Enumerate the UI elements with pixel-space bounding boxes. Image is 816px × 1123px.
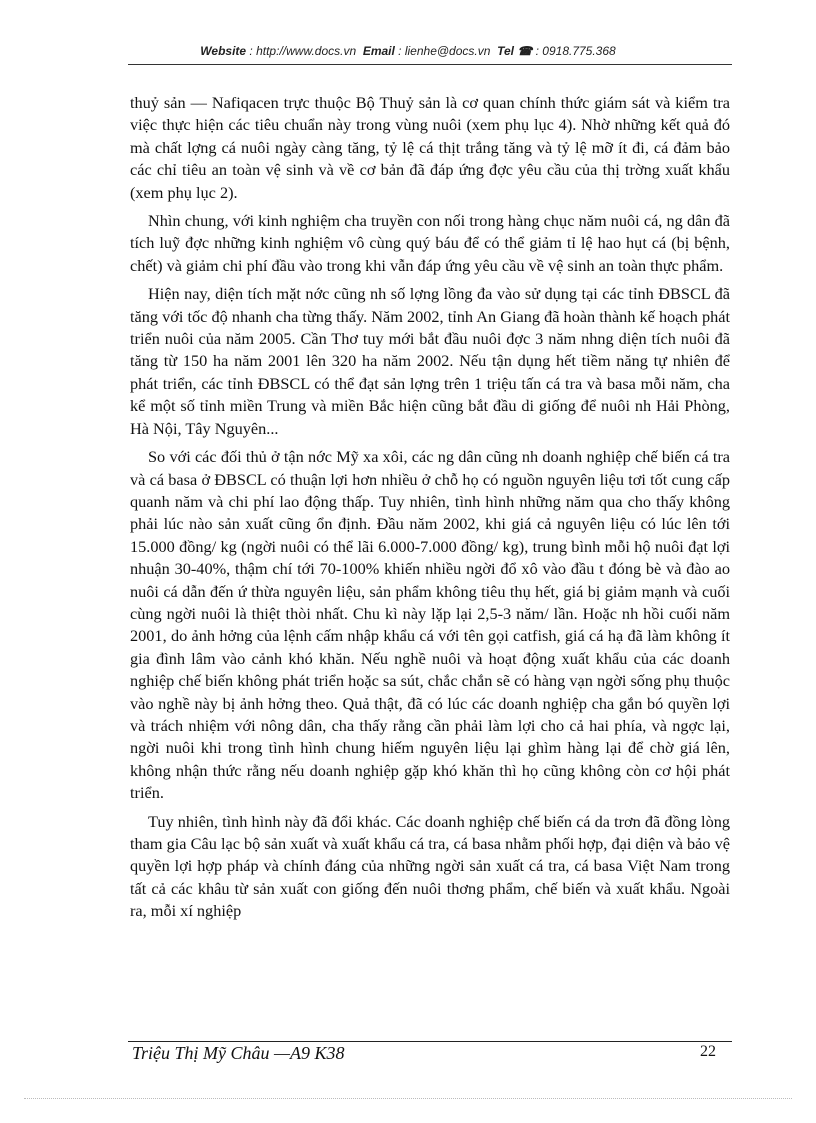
bottom-dotted-rule	[24, 1098, 792, 1099]
paragraph: Tuy nhiên, tình hình này đã đổi khác. Các doanh nghiệp chế biến cá da trơn đã đồng lòng tham gia Câu lạc bộ sản xuất và xuất khẩu cá tra, cá basa nhằm phối hợp, đại diện và bảo vệ quyền lợi hợp pháp và chính đáng của những ngời sản xuất cá tra, cá basa Việt Nam trong tất cả các khâu từ sản xuất con giống đến nuôi thơng phẩm, chế biến và xuất khẩu. Ngoài ra, mỗi xí nghiệp	[130, 811, 730, 921]
website-value: : http://www.docs.vn	[249, 44, 357, 58]
paragraph: Hiện nay, diện tích mặt nớc cũng nh số lợng lồng đa vào sử dụng tại các tỉnh ĐBSCL đã tăng với tốc độ nhanh cha từng thấy. Năm 2002, tỉnh An Giang đã hoàn thành kế hoạch phát triển nuôi của năm 2005. Cần Thơ tuy mới bắt đầu nuôi đợc 3 năm nhng diện tích nuôi đã tăng từ 150 ha năm 2001 lên 320 ha năm 2002. Nếu tận dụng hết tiềm năng tự nhiên để phát triển, các tỉnh ĐBSCL có thể đạt sản lợng trên 1 triệu tấn cá tra và basa mỗi năm, cha kể một số tỉnh miền Trung và miền Bắc hiện cũng bắt đầu di giống để nuôi nh Hải Phòng, Hà Nội, Tây Nguyên...	[130, 284, 730, 438]
paragraph: thuỷ sản — Nafiqacen trực thuộc Bộ Thuỷ sản là cơ quan chính thức giám sát và kiểm tra việc thực hiện các tiêu chuẩn này trong vùng nuôi (xem phụ lục 4). Nhờ những kết quả đó mà chất lợng cá nuôi ngày càng tăng, tỷ lệ cá thịt trắng tăng và tỷ lệ mỡ ít đi, cá đảm bảo các chỉ tiêu an toàn vệ sinh và về cơ bản đã đáp ứng đợc yêu cầu của thị trờng xuất khẩu (xem phụ lục 2).	[130, 93, 730, 202]
phone-icon: ☎	[517, 44, 533, 58]
tel-value: : 0918.775.368	[535, 44, 616, 58]
page-header	[0, 44, 816, 58]
footer-author: Triệu Thị Mỹ Châu —A9 K38	[132, 1043, 345, 1063]
tel-label: Tel	[497, 44, 514, 58]
email-value: : lienhe@docs.vn	[398, 44, 491, 58]
document-body	[130, 92, 730, 929]
header-rule	[128, 64, 732, 65]
page-number: 22	[700, 1043, 716, 1060]
paragraph: So với các đối thủ ở tận nớc Mỹ xa xôi, các ng dân cũng nh doanh nghiệp chế biến cá tra và cá basa ở ĐBSCL có thuận lợi hơn nhiều ở chỗ họ có nguồn nguyên liệu tơi tốt cung cấp quanh năm và chi phí lao động thấp. Tuy nhiên, tình hình những năm qua cho thấy không phải lúc nào sản xuất cũng ổn định. Đầu năm 2002, khi giá cả nguyên liệu có lúc lên tới 15.000 đồng/ kg (ngời nuôi có thể lãi 6.000-7.000 đồng/ kg), trung bình mỗi hộ nuôi đạt lợi nhuận 30-40%, thậm chí tới 70-100% khiến nhiều ngời đổ xô vào đầu t đóng bè và đào ao nuôi cá dẫn đến ứ thừa nguyên liệu, sản phẩm không tiêu thụ hết, giá bị giảm mạnh và cuối cùng ngời nuôi là thiệt thòi nhất. Chu kì này lặp lại 2,5-3 năm/ lần. Hoặc nh hồi cuối năm 2001, do ảnh hởng của lệnh cấm nhập khẩu cá với tên gọi catfish, giá cá hạ đã làm không ít gia đình lâm vào cảnh khó khăn. Nếu nghề nuôi và hoạt động xuất khẩu của các doanh nghiệp chế biến không phát triển hoặc sa sút, chắc chắn sẽ có hàng vạn ngời sống phụ thuộc vào nghề này bị ảnh hởng theo. Quả thật, đã có lúc các doanh nghiệp cha gắn bó quyền lợi và trách nhiệm với nông dân, cha thấy rằng cần phải làm lợi cho cả hai phía, và ngợc lại, ngời nuôi khi trong tình hình chung hiếm nguyên liệu lại ghìm hàng lại để chờ giá lên, không nhận thức rằng nếu doanh nghiệp gặp khó khăn thì họ cũng không còn cơ hội phát triển.	[130, 447, 730, 803]
email-label: Email	[362, 44, 395, 58]
website-label: Website	[200, 44, 247, 58]
footer-rule	[128, 1041, 732, 1042]
paragraph: Nhìn chung, với kinh nghiệm cha truyền con nối trong hàng chục năm nuôi cá, ng dân đã tích luỹ đợc những kinh nghiệm vô cùng quý báu để có thể giảm tỉ lệ hao hụt cá (bị bệnh, chết) và giảm chi phí đầu vào trong khi vẫn đáp ứng yêu cầu về vệ sinh an toàn thực phẩm.	[130, 211, 730, 275]
